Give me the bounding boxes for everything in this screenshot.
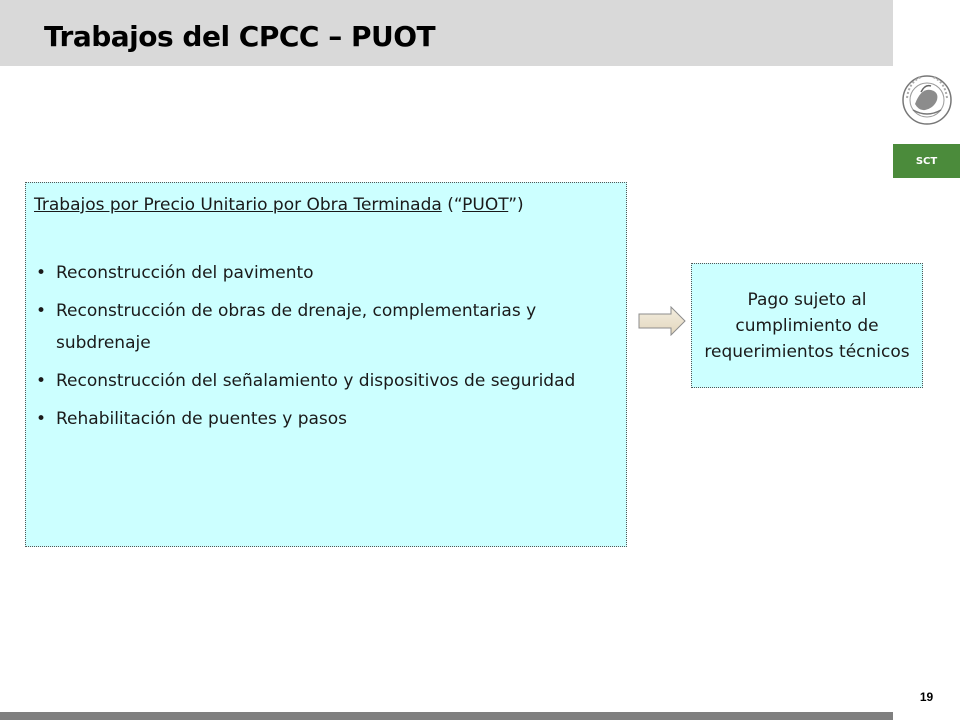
main-box-heading: [34, 195, 524, 215]
works-list: [34, 257, 614, 441]
heading-text: Trabajos por Precio Unitario por Obra Terminada: [34, 195, 442, 215]
list-item: • Reconstrucción de obras de drenaje, complementarias y subdrenaje: [34, 295, 614, 359]
payment-condition-box: [691, 263, 923, 388]
page-number: 19: [919, 690, 934, 704]
slide-title: Trabajos del CPCC – PUOT: [44, 20, 436, 53]
list-item: • Reconstrucción del pavimento: [34, 257, 614, 289]
title-bar: [0, 0, 893, 66]
list-item: • Rehabilitación de puentes y pasos: [34, 403, 614, 435]
right-arrow-icon: [638, 306, 686, 336]
footer-bar: [0, 712, 893, 720]
heading-open-quote: (“: [441, 195, 463, 215]
list-item: • Reconstrucción del señalamiento y dispositivos de seguridad: [34, 365, 614, 397]
payment-condition-text: Pago sujeto al cumplimiento de requerimientos técnicos: [704, 289, 910, 362]
heading-close-quote: ”): [508, 195, 524, 215]
sct-logo: [893, 66, 960, 178]
mexico-coat-of-arms-icon: [901, 70, 953, 136]
heading-acronym: PUOT: [462, 195, 509, 215]
puot-main-box: [25, 182, 627, 547]
sct-badge: SCT: [893, 144, 960, 178]
